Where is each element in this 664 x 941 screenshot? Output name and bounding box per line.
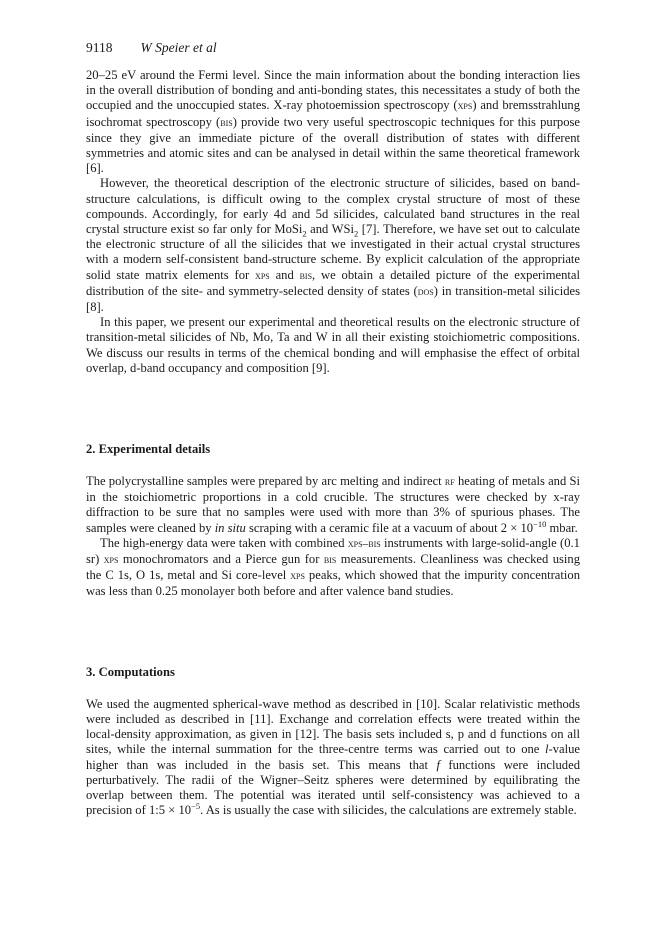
- page-body: [86, 40, 580, 818]
- intro-paragraph-3: In this paper, we present our experimental and theoretical results on the electronic structure of transition-metal silicides of Nb, Mo, Ta and W in all their existing stoichiometric compositions. We discuss our results in terms of the chemical bonding and will emphasise the effect of orbital overlap, d-band occupancy and composition [9].: [86, 315, 580, 375]
- running-authors: W Speier et al: [140, 40, 217, 55]
- section-2-paragraph-2: The high-energy data were taken with combined xps–bis instruments with large-solid-angle (0.1 sr) xps monochromators and a Pierce gun for bis measurements. Cleanliness was checked using the C 1s, O 1s, metal and Si core-level xps peaks, which showed that the impurity concentration was less than 0.25 monolayer both before and after valence band studies.: [86, 535, 581, 599]
- running-header: [86, 40, 580, 56]
- intro-paragraph-2: However, the theoretical description of the electronic structure of silicides, based on band-structure calculations, is difficult owing to the complex crystal structure of most of these compounds. Accordingly, for early 4d and 5d silicides, calculated band structures in the real crystal structure exist so far only for MoSi$_2$ and WSi$_2$ [7]. Therefore, we have set out to calculate the electronic structure of all the silicides that we investigated in their actual crystal structures with a modern self-consistent band-structure scheme. By explicit calculation of the appropriate solid state matrix elements for xps and bis, we obtain a detailed picture of the experimental distribution of the site- and symmetry-selected density of states (dos) in transition-metal silicides [8].: [86, 176, 581, 315]
- intro-paragraph-1: 20–25 eV around the Fermi level. Since the main information about the bonding interaction lies in the overall distribution of bonding and anti-bonding states, this necessitates a study of both the occupied and the unoccupied states. X-ray photoemission spectroscopy (xps) and bremsstrahlung isochromat spectroscopy (bis) provide two very useful spectroscopic techniques for this purpose since they give an immediate picture of the overall distribution of states with different symmetries and atomic sites and can be analysed in detail within the same theoretical framework [6].: [86, 68, 580, 176]
- section-2-paragraph-1: The polycrystalline samples were prepared by arc melting and indirect rf heating of metals and Si in the stoichiometric proportions in a cold crucible. The structures were checked by x-ray diffraction to be sure that no samples were used with more than 3% of spurious phases. The samples were cleaned by in situ scraping with a ceramic file at a vacuum of about $2 \times 10^{-10}$ mbar.: [86, 474, 580, 535]
- page-number: 9118: [86, 40, 113, 55]
- section-3-paragraph-1: We used the augmented spherical-wave method as described in [10]. Scalar relativistic methods were included as described in [11]. Exchange and correlation effects were treated within the local-density approximation, as given in [12]. The basis sets included s, p and d functions on all sites, while the internal summation for the three-centre terms was carried out to one l-value higher than was included in the basis set. This means that f functions were included perturbatively. The radii of the Wigner–Seitz spheres were determined by equilibrating the overlap between them. The potential was iterated until self-consistency was achieved to a precision of 1:5 × $10^{-5}$. As is usually the case with silicides, the calculations are extremely stable.: [86, 696, 580, 818]
- section-3-heading: 3. Computations: [86, 664, 175, 679]
- section-2-heading: 2. Experimental details: [86, 442, 211, 457]
